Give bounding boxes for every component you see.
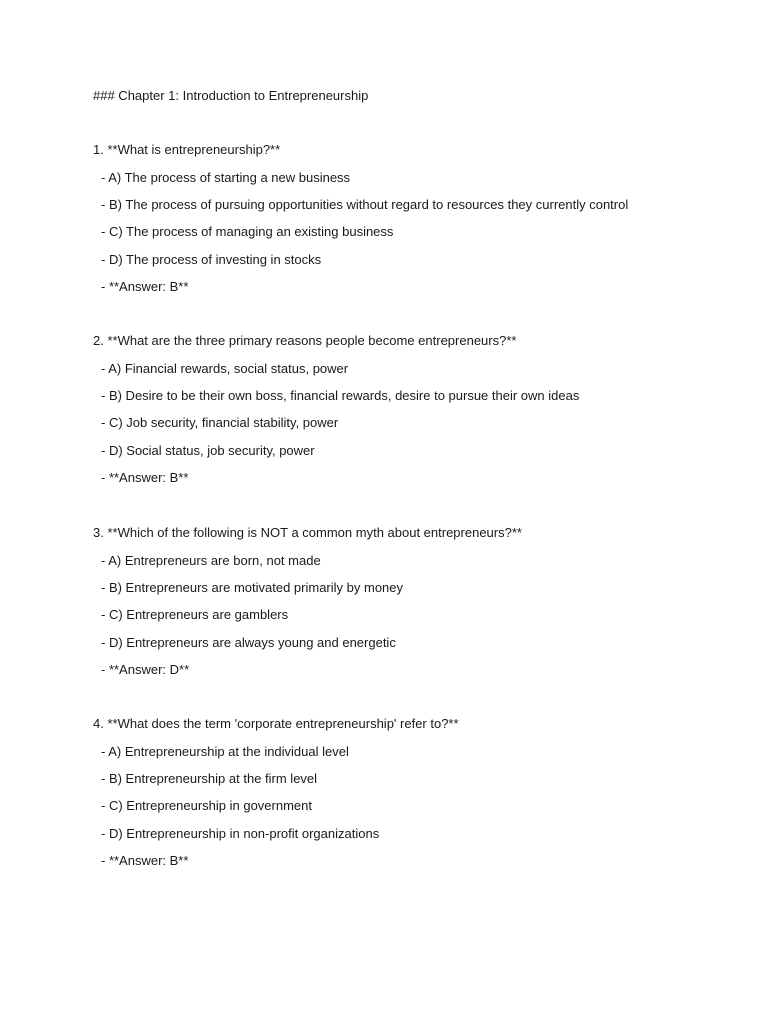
- question-3: [93, 525, 733, 689]
- option-b: - B) Desire to be their own boss, financial rewards, desire to pursue their own ideas: [101, 387, 580, 403]
- chapter-heading: ### Chapter 1: Introduction to Entrepreneurship: [93, 88, 369, 103]
- option-a: - A) The process of starting a new business: [101, 169, 351, 185]
- option-d: - D) Entrepreneurship in non-profit organizations: [101, 825, 380, 841]
- option-c: - C) Entrepreneurs are gamblers: [101, 607, 289, 623]
- option-c: - C) Entrepreneurship in government: [101, 798, 312, 814]
- option-a: - A) Entrepreneurs are born, not made: [101, 552, 321, 568]
- option-d: - D) Social status, job security, power: [101, 442, 315, 458]
- option-c: - C) Job security, financial stability, power: [101, 415, 339, 431]
- question-1: [93, 142, 733, 306]
- option-c: - C) The process of managing an existing business: [101, 224, 394, 240]
- answer-line: - **Answer: B**: [101, 279, 189, 295]
- question-text: 3. **Which of the following is NOT a common myth about entrepreneurs?**: [93, 525, 522, 540]
- option-b: - B) Entrepreneurship at the firm level: [101, 770, 318, 786]
- option-b: - B) Entrepreneurs are motivated primarily by money: [101, 579, 404, 595]
- option-d: - D) The process of investing in stocks: [101, 251, 322, 267]
- answer-line: - **Answer: D**: [101, 662, 190, 678]
- answer-line: - **Answer: B**: [101, 853, 189, 869]
- option-a: - A) Entrepreneurship at the individual level: [101, 743, 349, 759]
- option-b: - B) The process of pursuing opportunities without regard to resources they currently control: [101, 196, 629, 212]
- question-text: 2. **What are the three primary reasons people become entrepreneurs?**: [93, 333, 517, 348]
- option-d: - D) Entrepreneurs are always young and energetic: [101, 634, 396, 650]
- question-2: [93, 333, 733, 497]
- question-4: [93, 716, 733, 880]
- answer-line: - **Answer: B**: [101, 470, 189, 486]
- question-text: 4. **What does the term 'corporate entrepreneurship' refer to?**: [93, 716, 459, 731]
- option-a: - A) Financial rewards, social status, power: [101, 360, 349, 376]
- question-text: 1. **What is entrepreneurship?**: [93, 142, 281, 157]
